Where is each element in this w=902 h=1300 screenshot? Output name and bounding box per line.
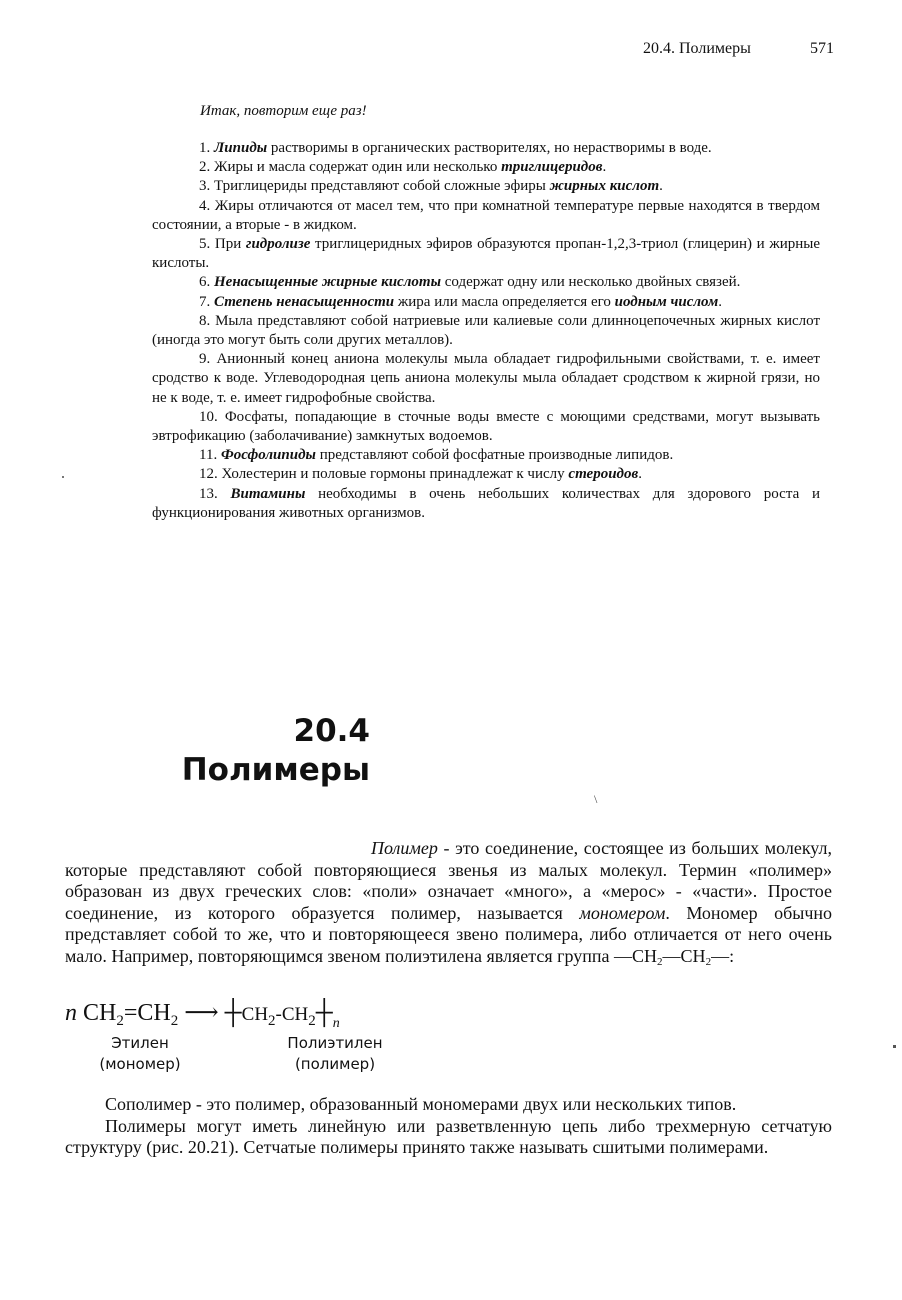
summary-item-7: 7. Степень ненасыщенности жира или масла определяется его иодным числом. [199, 293, 723, 310]
summary-item-2: 2. Жиры и масла содержат один или несколько триглицеридов. [199, 159, 607, 176]
summary-item-8: 8. Мыла представляют собой натриевые или калиевые соли длинноцепочечных жирных кислот (иногда это могут быть соли других металлов). [152, 312, 821, 349]
summary-item-3: 3. Триглицериды представляют собой сложные эфиры жирных кислот. [199, 178, 663, 195]
margin-dot [893, 1045, 896, 1048]
reaction-arrow-icon: ⟶ [178, 1000, 225, 1026]
monomer-label: Этилен (мономер) [99, 1034, 181, 1073]
closing-text [65, 1094, 832, 1159]
stray-mark: \ [594, 792, 598, 806]
copolymer-paragraph: Сополимер - это полимер, образованный мономерами двух или нескольких типов. [105, 1094, 737, 1114]
summary-item-4: 4. Жиры отличаются от масел тем, что при комнатной температуре первые находятся в твердом состоянии, а вторые - в жидком. [152, 197, 820, 233]
equation-monomer: $CH_2=CH_2$ [83, 1000, 179, 1029]
equation-coefficient: n [65, 1000, 77, 1026]
section-heading [120, 712, 370, 790]
running-head [643, 40, 751, 58]
section-title: Полимеры [181, 752, 370, 788]
section-number: 20.4 [293, 713, 370, 749]
summary-item-5: 5. При гидролизе триглицеридных эфиров образуются пропан-1,2,3-триол (глицерин) и жирные кислоты. [152, 236, 820, 272]
summary-item-6: 6. Ненасыщенные жирные кислоты содержат одну или несколько двойных связей. [199, 274, 741, 291]
polymer-label: Полиэтилен (полимер) [287, 1034, 383, 1073]
summary-item-11: 11. Фосфолипиды представляют собой фосфатные производные липидов. [199, 447, 674, 464]
summary-item-13: 13. Витамины необходимы в очень небольших количествах для здорового роста и функционирования животных организмов. [152, 485, 821, 521]
summary-item-1: 1. Липиды растворимы в органических растворителях, но нерастворимы в воде. [199, 140, 712, 156]
page-number: 571 [810, 40, 834, 57]
summary-list [152, 139, 820, 523]
structure-paragraph: Полимеры могут иметь линейную или разветвленную цепь либо трехмерную сетчатую структуру (рис. 20.21). Сетчатые полимеры принято также называть сшитыми полимерами. [65, 1115, 832, 1158]
summary-heading: Итак, повторим еще раз! [200, 103, 367, 119]
equation-polymer: $┼CH_2-CH_2┼_n$ [224, 1000, 340, 1031]
summary-item-9: 9. Анионный конец аниона молекулы мыла обладает гидрофильными свойствами, т. е. имеет сродство к воде. Углеводородная цепь аниона молекулы мыла обладает сродством к жирной грязи, но не к воде, т. е. имеет гидрофобные свойства. [152, 351, 820, 406]
summary-item-10: 10. Фосфаты, попадающие в сточные воды вместе с моющими средствами, могут вызывать эвтрофикацию (заболачивание) замкнутых водоемов. [152, 408, 820, 445]
margin-dot [62, 476, 64, 478]
polymerization-equation [65, 998, 340, 1032]
summary-item-12: 12. Холестерин и половые гормоны принадлежат к числу стероидов. [199, 466, 642, 483]
intro-paragraph: Полимер - это соединение, состоящее из больших молекул, которые представляют собой повторяющиеся звенья из малых молекул. Термин «полимер» образован из двух греческих слов: «поли» означает «много», а «мерос» - «части». Простое соединение, из которого образуется полимер, называется мономером. Мономер обычно представляет собой то же, что и повторяющееся звено полимера, либо отличается от него очень мало. Например, повторяющимся звеном полиэтилена является группа $—CH_2—CH_2—$: [65, 838, 833, 968]
running-title: 20.4. Полимеры [643, 40, 751, 57]
